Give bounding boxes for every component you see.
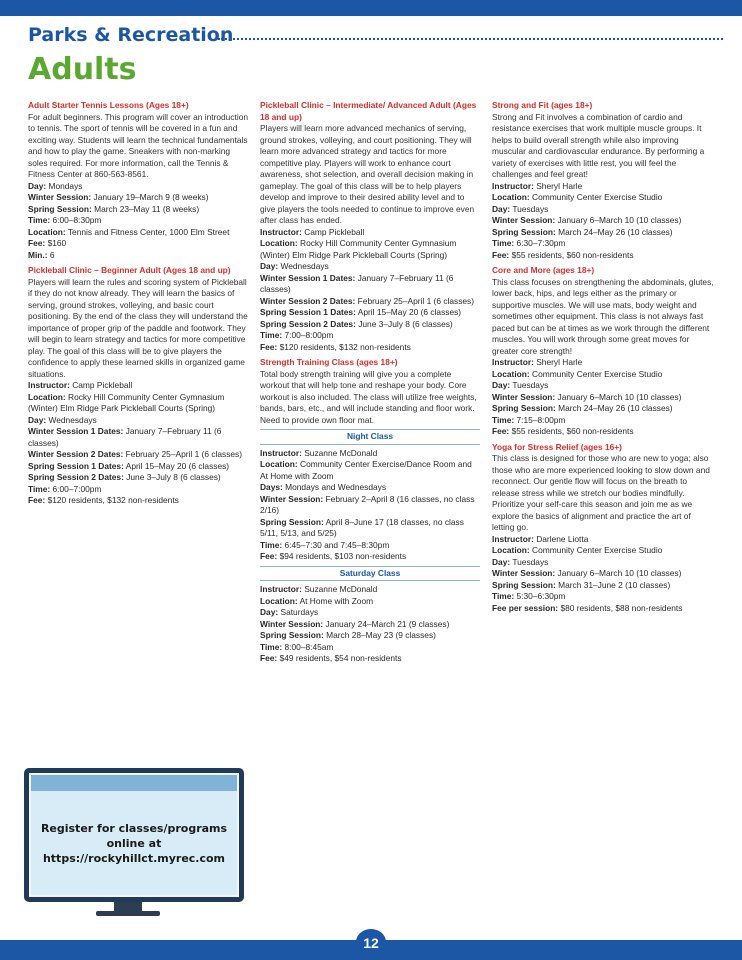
detail-value: February 25–April 1 (6 classes) — [125, 449, 243, 459]
detail-row — [492, 591, 714, 603]
top-color-band — [0, 0, 742, 16]
detail-row — [260, 596, 480, 608]
detail-row — [492, 204, 714, 216]
detail-row — [260, 551, 480, 563]
program-description: Players will learn more advanced mechanics of serving, ground strokes, volleying, and court positioning. They will learn more advanced strategy and tactics for more competitive play. Players will work to enhance court awareness, shot selection, and overall decision making in gameplay. The goal of this class will be to help players develop and improve to their desired ability level and to give players the tools needed to continue to improve even after class has ended. — [260, 123, 475, 225]
detail-row — [260, 238, 480, 261]
detail-label: Instructor: — [260, 447, 302, 458]
detail-label: Spring Session: — [260, 516, 324, 527]
detail-label: Instructor: — [28, 380, 70, 390]
detail-row — [492, 227, 714, 239]
detail-row — [28, 181, 250, 193]
program-description: Players will learn the rules and scoring system of Pickleball if they do not know already. They will learn the basics of serving, ground strokes, volleying, and basic court positioning. By the end of the class they will understand the importance of proper grip of the paddle and footwork. They will begin to learn strategy and tactics for more competitive play. The goal of this class will be to give players the confidence to apply these learned skills in organized game situations. — [28, 276, 248, 379]
detail-label: Winter Session: — [28, 192, 92, 202]
detail-row — [492, 215, 714, 227]
detail-row — [492, 426, 714, 438]
detail-label: Winter Session 2 Dates: — [260, 295, 356, 306]
detail-label: Instructor: — [492, 180, 534, 191]
detail-label: Day: — [492, 556, 511, 567]
page-heading: Adults — [28, 52, 137, 87]
register-online-text: Register for classes/programs online at https://rockyhillct.myrec.com — [40, 821, 228, 865]
detail-row — [28, 227, 250, 239]
program-title: Core and More (ages 18+) — [492, 265, 595, 275]
program-article — [492, 442, 714, 615]
program-title: Pickleball Clinic – Beginner Adult (Ages 18 and up) — [28, 265, 231, 275]
detail-value: January 6–March 10 (10 classes) — [557, 215, 682, 225]
detail-label: Time: — [260, 641, 283, 652]
monitor-screen — [29, 773, 239, 897]
detail-row — [28, 495, 250, 507]
detail-row — [28, 192, 250, 204]
detail-value: Sheryl Harle — [536, 180, 583, 191]
detail-label: Time: — [260, 539, 283, 550]
detail-label: Location: — [260, 459, 298, 469]
detail-row — [260, 517, 480, 540]
detail-label: Day: — [260, 261, 279, 271]
detail-value: March 23–May 11 (8 weeks) — [94, 203, 200, 214]
detail-row — [492, 181, 714, 193]
detail-value: 7:00–8:00pm — [284, 330, 334, 340]
detail-value: Community Center Exercise Studio — [532, 192, 663, 202]
detail-label: Spring Session: — [28, 203, 92, 214]
detail-row — [492, 403, 714, 415]
detail-value: January 6–March 10 (10 classes) — [557, 391, 682, 402]
detail-label: Instructor: — [492, 533, 534, 544]
detail-label: Spring Session 2 Dates: — [260, 318, 356, 329]
detail-row — [260, 227, 480, 239]
class-subheading: Night Class — [260, 429, 480, 445]
detail-value: February 25–April 1 (6 classes) — [357, 295, 475, 306]
detail-row — [28, 415, 250, 427]
detail-label: Time: — [492, 414, 515, 425]
detail-row — [28, 380, 250, 392]
detail-row — [260, 584, 480, 596]
detail-value: Rocky Hill Community Center Gymnasium (Winter) Elm Ridge Park Pickleball Courts (Spring) — [28, 391, 225, 413]
detail-label: Location: — [28, 226, 66, 237]
detail-label: Min.: — [28, 249, 48, 260]
program-title: Strong and Fit (ages 18+) — [492, 100, 593, 110]
detail-value: Wednesdays — [280, 261, 329, 271]
detail-label: Winter Session: — [260, 493, 324, 504]
detail-value: $94 residents, $103 non-residents — [279, 551, 407, 561]
detail-value: Mondays — [48, 180, 83, 191]
detail-row — [260, 630, 480, 642]
detail-label: Fee: — [260, 551, 278, 561]
detail-value: 8:00–8:45am — [284, 641, 334, 652]
detail-row — [492, 238, 714, 250]
detail-row — [28, 215, 250, 227]
detail-row — [260, 607, 480, 619]
detail-label: Location: — [28, 391, 66, 402]
detail-label: Day: — [28, 414, 47, 425]
detail-value: March 24–May 26 (10 classes) — [558, 226, 673, 237]
detail-row — [492, 580, 714, 592]
detail-value: January 19–March 9 (8 weeks) — [93, 192, 209, 202]
detail-row — [260, 653, 480, 665]
detail-value: Rocky Hill Community Center Gymnasium (Winter) Elm Ridge Park Pickleball Courts (Spring) — [260, 238, 457, 260]
detail-label: Day: — [28, 180, 47, 191]
detail-row — [28, 204, 250, 216]
detail-value: January 6–March 10 (10 classes) — [557, 568, 682, 578]
detail-label: Winter Session: — [492, 568, 556, 578]
detail-row — [492, 568, 714, 580]
detail-row — [28, 238, 250, 250]
detail-value: Mondays and Wednesdays — [285, 482, 387, 492]
detail-label: Time: — [492, 238, 515, 248]
detail-row — [260, 619, 480, 631]
program-description: Total body strength training will give you a complete workout that will help tone and reshape your body. Core workout is also included. The class will utilize free weights, bands, bars, etc., and will include standing and floor work. Need to provide own floor mat. — [260, 368, 477, 425]
detail-value: April 15–May 20 (6 classes) — [125, 460, 230, 471]
detail-value: April 15–May 20 (6 classes) — [357, 307, 462, 317]
detail-label: Days: — [260, 482, 283, 492]
detail-label: Time: — [28, 215, 51, 225]
program-description: This class focuses on strengthening the abdominals, glutes, lower back, hips, and legs either as the primary or supportive muscles. We will use mats, body weight and sometimes other equipment. This class is not always fast paced but can be at times as we work through the different muscles. You will work through some great moves for greater core strength! — [492, 276, 714, 356]
detail-label: Spring Session: — [492, 579, 556, 590]
detail-row — [28, 250, 250, 262]
detail-value: Tennis and Fitness Center, 1000 Elm Street — [67, 226, 230, 237]
detail-label: Fee: — [260, 653, 278, 663]
monitor-title-bar — [31, 775, 237, 791]
detail-value: 6 — [49, 249, 55, 260]
detail-label: Winter Session 1 Dates: — [28, 426, 124, 436]
detail-row — [260, 319, 480, 331]
column-2 — [260, 100, 480, 669]
detail-label: Spring Session: — [260, 630, 324, 640]
detail-label: Time: — [260, 330, 283, 340]
detail-value: $55 residents, $60 non-residents — [511, 249, 634, 260]
detail-row — [260, 307, 480, 319]
detail-row — [492, 392, 714, 404]
detail-value: June 3–July 8 (6 classes) — [358, 318, 453, 329]
detail-row — [28, 392, 250, 415]
program-description: This class is designed for those who are new to yoga; also those who are more experienced looking to slow down and reconnect. Our gentle flow will focus on the breath to release stress while we stretch our bodies mindfully. Prioritize your self-care this season and join me as we explore the basics of alignment and practice the art of letting go. — [492, 453, 710, 532]
title-dotted-rule — [218, 38, 723, 40]
section-title: Parks & Recreation — [28, 24, 234, 46]
detail-value: Tuesdays — [512, 203, 549, 214]
page-number: 12 — [356, 929, 386, 955]
detail-row — [492, 357, 714, 369]
detail-label: Instructor: — [260, 584, 302, 594]
register-online-callout — [24, 768, 244, 902]
detail-value: Camp Pickleball — [72, 380, 133, 390]
detail-row — [260, 642, 480, 654]
column-1 — [28, 100, 250, 511]
detail-value: Community Center Exercise Studio — [532, 368, 663, 379]
monitor-base — [96, 911, 160, 916]
detail-label: Instructor: — [260, 226, 302, 237]
detail-label: Location: — [492, 368, 530, 379]
detail-value: 6:00–8:30pm — [52, 215, 102, 225]
detail-value: $120 residents, $132 non-residents — [47, 495, 179, 505]
detail-label: Day: — [492, 203, 511, 214]
detail-row — [260, 459, 480, 482]
program-description: For adult beginners. This program will cover an introduction to tennis. The sport of tennis will be covered in a fun and exciting way. Students will learn the technical fundamentals and how to play the game. Sneakers with non-marking soles required. For more information, call the Tennis & Fitness Center at 860-563-8561. — [28, 111, 249, 179]
detail-value: Community Center Exercise/Dance Room and At Home with Zoom — [260, 459, 472, 481]
program-title: Strength Training Class (ages 18+) — [260, 357, 398, 367]
detail-value: February 2–April 8 (16 classes, no class 2/16) — [260, 493, 475, 515]
detail-value: Tuesdays — [512, 556, 549, 567]
detail-label: Winter Session 2 Dates: — [28, 449, 124, 459]
detail-row — [492, 415, 714, 427]
detail-label: Spring Session 1 Dates: — [28, 460, 124, 471]
program-title: Pickleball Clinic – Intermediate/ Advanced Adult (Ages 18 and up) — [260, 100, 477, 122]
detail-label: Winter Session 1 Dates: — [260, 272, 356, 283]
detail-label: Winter Session: — [260, 618, 324, 629]
detail-value: Saturdays — [280, 607, 319, 617]
detail-row — [260, 448, 480, 460]
detail-label: Location: — [492, 545, 530, 555]
detail-value: January 7–February 11 (6 classes) — [260, 272, 454, 294]
detail-value: Community Center Exercise Studio — [532, 545, 663, 555]
detail-label: Fee: — [28, 495, 46, 505]
detail-value: Darlene Liotta — [536, 533, 589, 544]
detail-row — [492, 380, 714, 392]
detail-row — [28, 484, 250, 496]
detail-value: 6:30–7:30pm — [516, 238, 566, 248]
detail-label: Spring Session: — [492, 226, 556, 237]
detail-row — [260, 494, 480, 517]
program-article — [492, 265, 714, 438]
detail-value: 7:15–8:00pm — [516, 414, 566, 425]
detail-row — [492, 545, 714, 557]
program-description: Strong and Fit involves a combination of cardio and resistance exercises that work multiple muscle groups. It helps to build overall strength while also improving muscular and cardiovascular endurance. By performing a variety of exercises with little rest, you will feel the challenges and feel great! — [492, 111, 705, 179]
program-article — [260, 100, 480, 353]
detail-row — [28, 461, 250, 473]
detail-value: $49 residents, $54 non-residents — [279, 653, 402, 663]
detail-label: Fee: — [28, 238, 46, 248]
detail-value: April 8–June 17 (18 classes, no class 5/11, 5/13, and 5/25) — [260, 516, 464, 538]
detail-label: Time: — [28, 483, 51, 494]
detail-value: January 24–March 21 (9 classes) — [325, 618, 450, 629]
detail-value: At Home with Zoom — [299, 595, 374, 606]
detail-row — [492, 534, 714, 546]
detail-row — [260, 261, 480, 273]
detail-row — [260, 296, 480, 308]
detail-value: Sheryl Harle — [536, 357, 583, 367]
program-article — [28, 265, 250, 507]
detail-row — [492, 369, 714, 381]
detail-row — [492, 192, 714, 204]
class-subheading: Saturday Class — [260, 566, 480, 582]
detail-value: June 3–July 8 (6 classes) — [126, 472, 221, 482]
detail-label: Fee: — [260, 341, 278, 352]
detail-label: Spring Session 1 Dates: — [260, 307, 356, 317]
detail-row — [260, 482, 480, 494]
detail-value: $80 residents, $88 non-residents — [560, 602, 683, 613]
column-3 — [492, 100, 714, 618]
detail-label: Fee: — [492, 249, 510, 260]
detail-label: Fee: — [492, 426, 510, 436]
detail-value: March 31–June 2 (10 classes) — [558, 579, 671, 590]
detail-value: $55 residents, $60 non-residents — [511, 426, 634, 436]
detail-label: Time: — [492, 591, 515, 601]
detail-row — [260, 273, 480, 296]
detail-row — [492, 603, 714, 615]
detail-label: Location: — [260, 595, 298, 606]
detail-label: Fee per session: — [492, 602, 559, 613]
detail-row — [260, 330, 480, 342]
program-article — [28, 100, 250, 261]
program-article — [492, 100, 714, 261]
program-article — [260, 357, 480, 665]
detail-label: Instructor: — [492, 357, 534, 367]
detail-label: Winter Session: — [492, 391, 556, 402]
detail-label: Location: — [492, 192, 530, 202]
detail-label: Day: — [260, 607, 279, 617]
detail-label: Location: — [260, 238, 298, 248]
detail-value: 6:00–7:00pm — [52, 483, 102, 494]
detail-row — [28, 426, 250, 449]
detail-value: Tuesdays — [512, 380, 549, 390]
detail-value: Suzanne McDonald — [304, 447, 378, 458]
detail-label: Winter Session: — [492, 215, 556, 225]
detail-value: January 7–February 11 (6 classes) — [28, 426, 222, 448]
detail-value: Wednesdays — [48, 414, 97, 425]
detail-value: 6:45–7:30 and 7:45–8:30pm — [284, 539, 390, 550]
program-title: Yoga for Stress Relief (ages 16+) — [492, 441, 622, 452]
detail-row — [492, 250, 714, 262]
detail-value: March 24–May 26 (10 classes) — [558, 403, 673, 413]
detail-row — [260, 342, 480, 354]
detail-row — [28, 472, 250, 484]
detail-value: 5:30–6:30pm — [516, 591, 566, 601]
detail-value: Suzanne McDonald — [304, 584, 378, 594]
detail-row — [492, 557, 714, 569]
detail-label: Spring Session: — [492, 403, 556, 413]
program-title: Adult Starter Tennis Lessons (Ages 18+) — [28, 100, 189, 110]
detail-value: Camp Pickleball — [304, 226, 365, 237]
detail-value: March 28–May 23 (9 classes) — [326, 630, 436, 640]
detail-value: $160 — [47, 238, 67, 248]
detail-row — [28, 449, 250, 461]
detail-label: Day: — [492, 380, 511, 390]
detail-row — [260, 540, 480, 552]
detail-label: Spring Session 2 Dates: — [28, 472, 124, 482]
detail-value: $120 residents, $132 non-residents — [279, 341, 411, 352]
